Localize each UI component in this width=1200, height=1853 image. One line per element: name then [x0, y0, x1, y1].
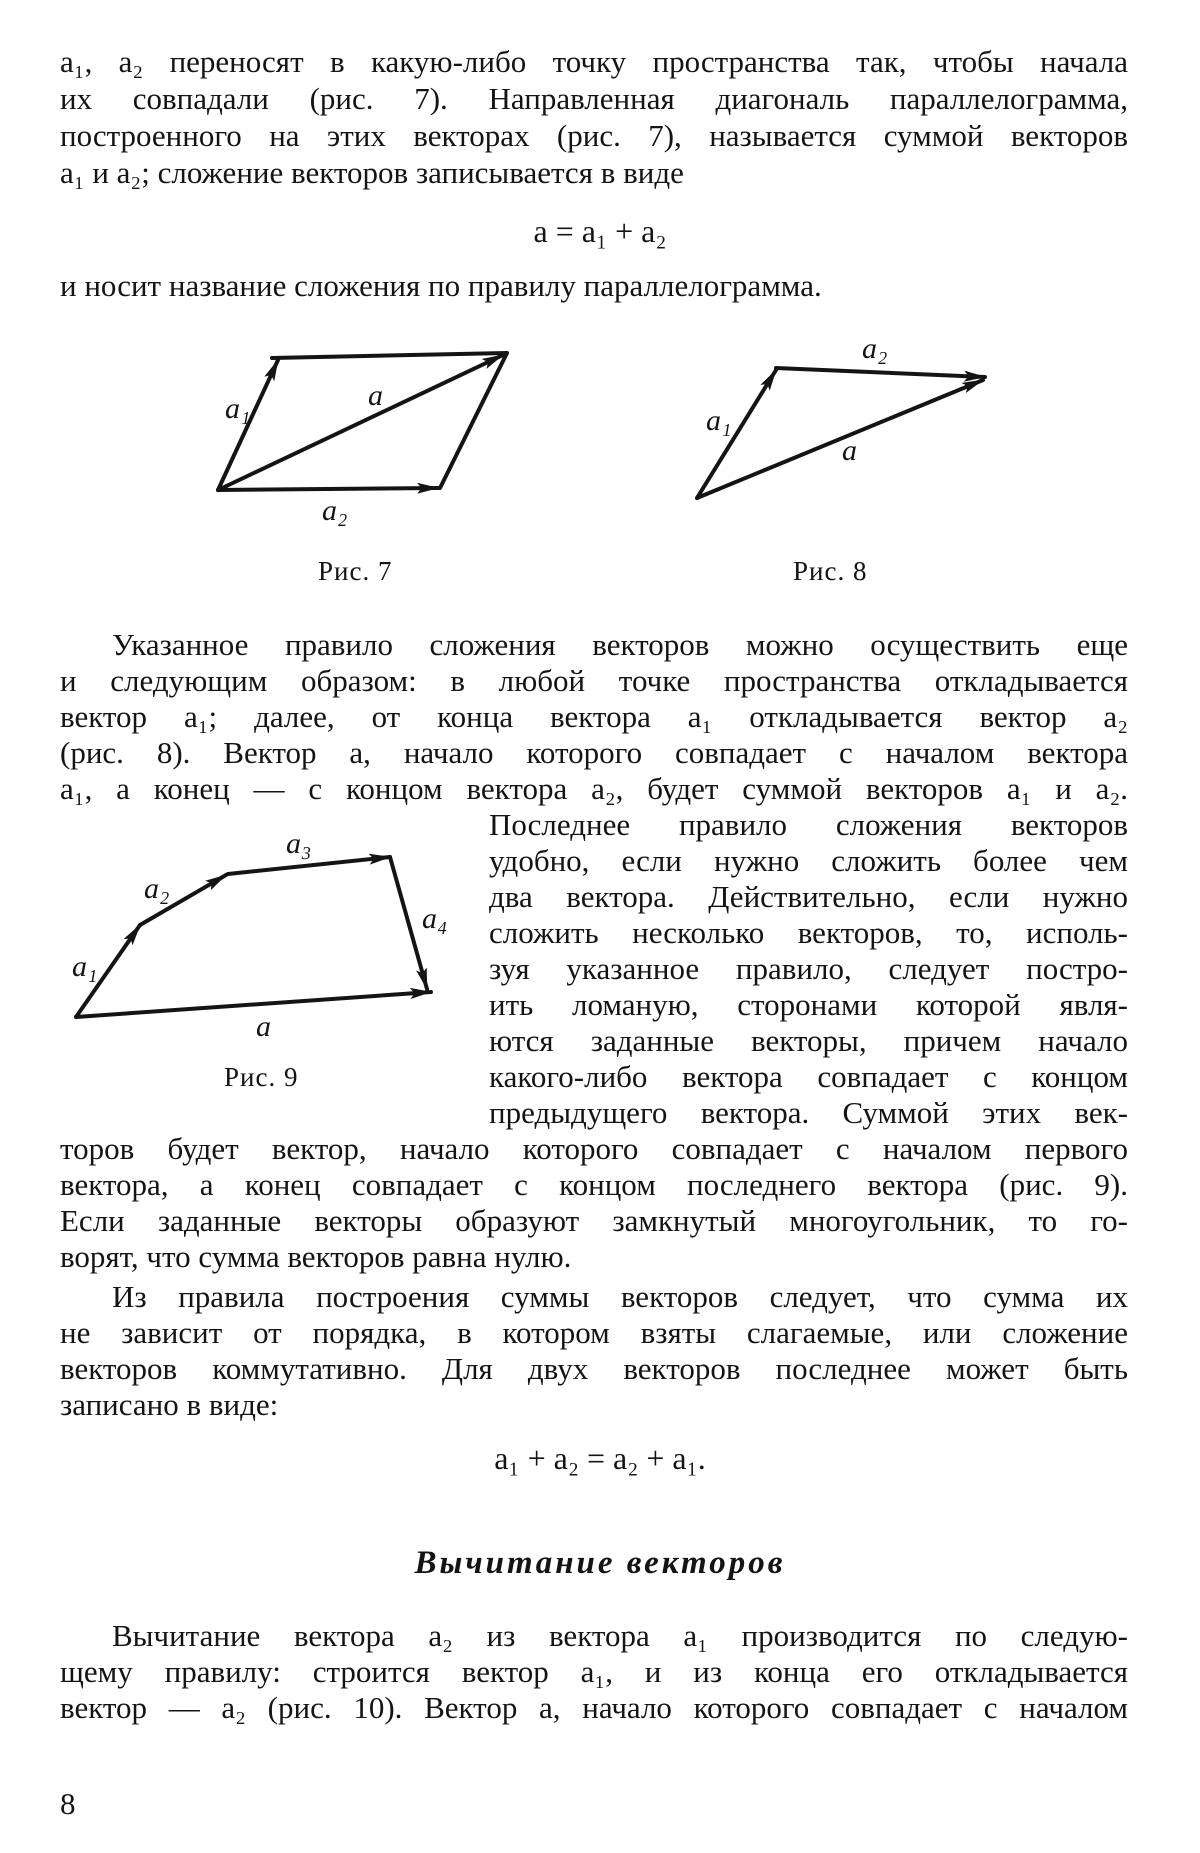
fig7-label-a: a: [368, 379, 383, 412]
fig7-label-a1: a₁: [225, 392, 251, 425]
text-line: Если заданные векторы образуют замкнутый многоугольник, то го-: [60, 1203, 1128, 1238]
fig9-label-a2: a₂: [144, 872, 170, 905]
text-line: вектор — a₂ (рис. 10). Вектор a, начало которого совпадает с началом: [60, 1690, 1128, 1725]
page-number: 8: [60, 1786, 76, 1821]
text-line: записано в виде:: [60, 1387, 279, 1422]
text-line: Указанное правило сложения векторов можно осуществить еще: [112, 627, 1128, 662]
fig8-label-a1: a₁: [706, 404, 732, 437]
equation-commutative: a₁ + a₂ = a₂ + a₁.: [494, 1440, 706, 1476]
fig9-vector-a4: [390, 857, 427, 989]
figure-8: [697, 368, 985, 498]
text-line: и следующим образом: в любой точке пространства откладывается: [60, 663, 1128, 698]
text-line: удобно, если нужно сложить более чем: [489, 843, 1128, 878]
fig9-label-a4: a₄: [422, 902, 448, 935]
fig8-vector-a: [697, 380, 983, 498]
text-line: их совпадали (рис. 7). Направленная диагональ параллелограмма,: [60, 81, 1128, 116]
figure-9: [76, 857, 431, 1017]
text-line: a₁ и a₂; сложение векторов записывается в виде: [60, 155, 684, 190]
text-line: a₁, a₂ переносят в какую-либо точку пространства так, чтобы начала: [60, 44, 1128, 79]
text-line: вектора, а конец совпадает с концом последнего вектора (рис. 9).: [60, 1167, 1128, 1202]
fig7-label-a2: a₂: [322, 494, 348, 527]
text-line: ются заданные векторы, причем начало: [489, 1023, 1128, 1058]
fig8-vector-a2: [776, 368, 985, 377]
text-line: векторов коммутативно. Для двух векторов последнее может быть: [60, 1351, 1128, 1386]
fig9-vector-a1: [76, 925, 140, 1017]
equation-sum: a = a₁ + a₂: [533, 213, 667, 249]
fig9-vector-a3: [228, 857, 390, 874]
fig8-label-a2: a₂: [862, 332, 888, 365]
text-line: не зависит от порядка, в котором взяты слагаемые, или сложение: [60, 1315, 1128, 1350]
text-line: зуя указанное правило, следует постро-: [489, 951, 1128, 986]
text-line: вектор a₁; далее, от конца вектора a₁ откладывается вектор a₂: [60, 699, 1128, 734]
fig8-vector-a1: [697, 370, 776, 498]
fig7-vector-a: [218, 355, 503, 490]
fig7-vector-a1: [218, 360, 278, 490]
text-line: Последнее правило сложения векторов: [489, 807, 1128, 842]
text-line: ворят, что сумма векторов равна нулю.: [60, 1239, 572, 1274]
text-line: два вектора. Действительно, если нужно: [489, 879, 1128, 914]
text-line: сложить несколько векторов, то, исполь-: [489, 915, 1128, 950]
text-line: Из правила построения суммы векторов следует, что сумма их: [112, 1279, 1128, 1314]
fig8-caption: Рис. 8: [793, 556, 868, 586]
fig9-vector-a2: [140, 875, 226, 925]
fig7-side-top: [272, 353, 507, 358]
fig9-label-a3: a₃: [286, 827, 312, 860]
fig8-label-a: a: [842, 434, 857, 467]
text-line: предыдущего вектора. Суммой этих век-: [489, 1095, 1128, 1130]
text-line: щему правилу: строится вектор a₁, и из конца его откладывается: [60, 1654, 1128, 1689]
text-line: Вычитание вектора a₂ из вектора a₁ производится по следую-: [112, 1618, 1128, 1653]
fig7-side-right: [440, 353, 507, 488]
text-line: ить ломаную, сторонами которой явля-: [489, 987, 1128, 1022]
text-line: торов будет вектор, начало которого совпадает с началом первого: [60, 1131, 1128, 1166]
text-line: построенного на этих векторах (рис. 7), называется суммой векторов: [60, 118, 1128, 153]
text-line: (рис. 8). Вектор a, начало которого совпадает с началом вектора: [60, 735, 1128, 770]
fig9-vector-a: [76, 992, 431, 1017]
text-line: и носит название сложения по правилу параллелограмма.: [60, 268, 822, 303]
text-line: a₁, а конец — с концом вектора a₂, будет суммой векторов a₁ и a₂.: [60, 771, 1128, 806]
fig9-label-a: a: [256, 1010, 271, 1043]
text-line: какого-либо вектора совпадает с концом: [489, 1059, 1128, 1094]
fig9-caption: Рис. 9: [224, 1062, 299, 1092]
fig7-vector-a2: [218, 488, 438, 490]
fig9-label-a1: a₁: [72, 950, 98, 983]
section-heading: Вычитание векторов: [414, 1545, 786, 1581]
fig7-caption: Рис. 7: [318, 556, 393, 586]
